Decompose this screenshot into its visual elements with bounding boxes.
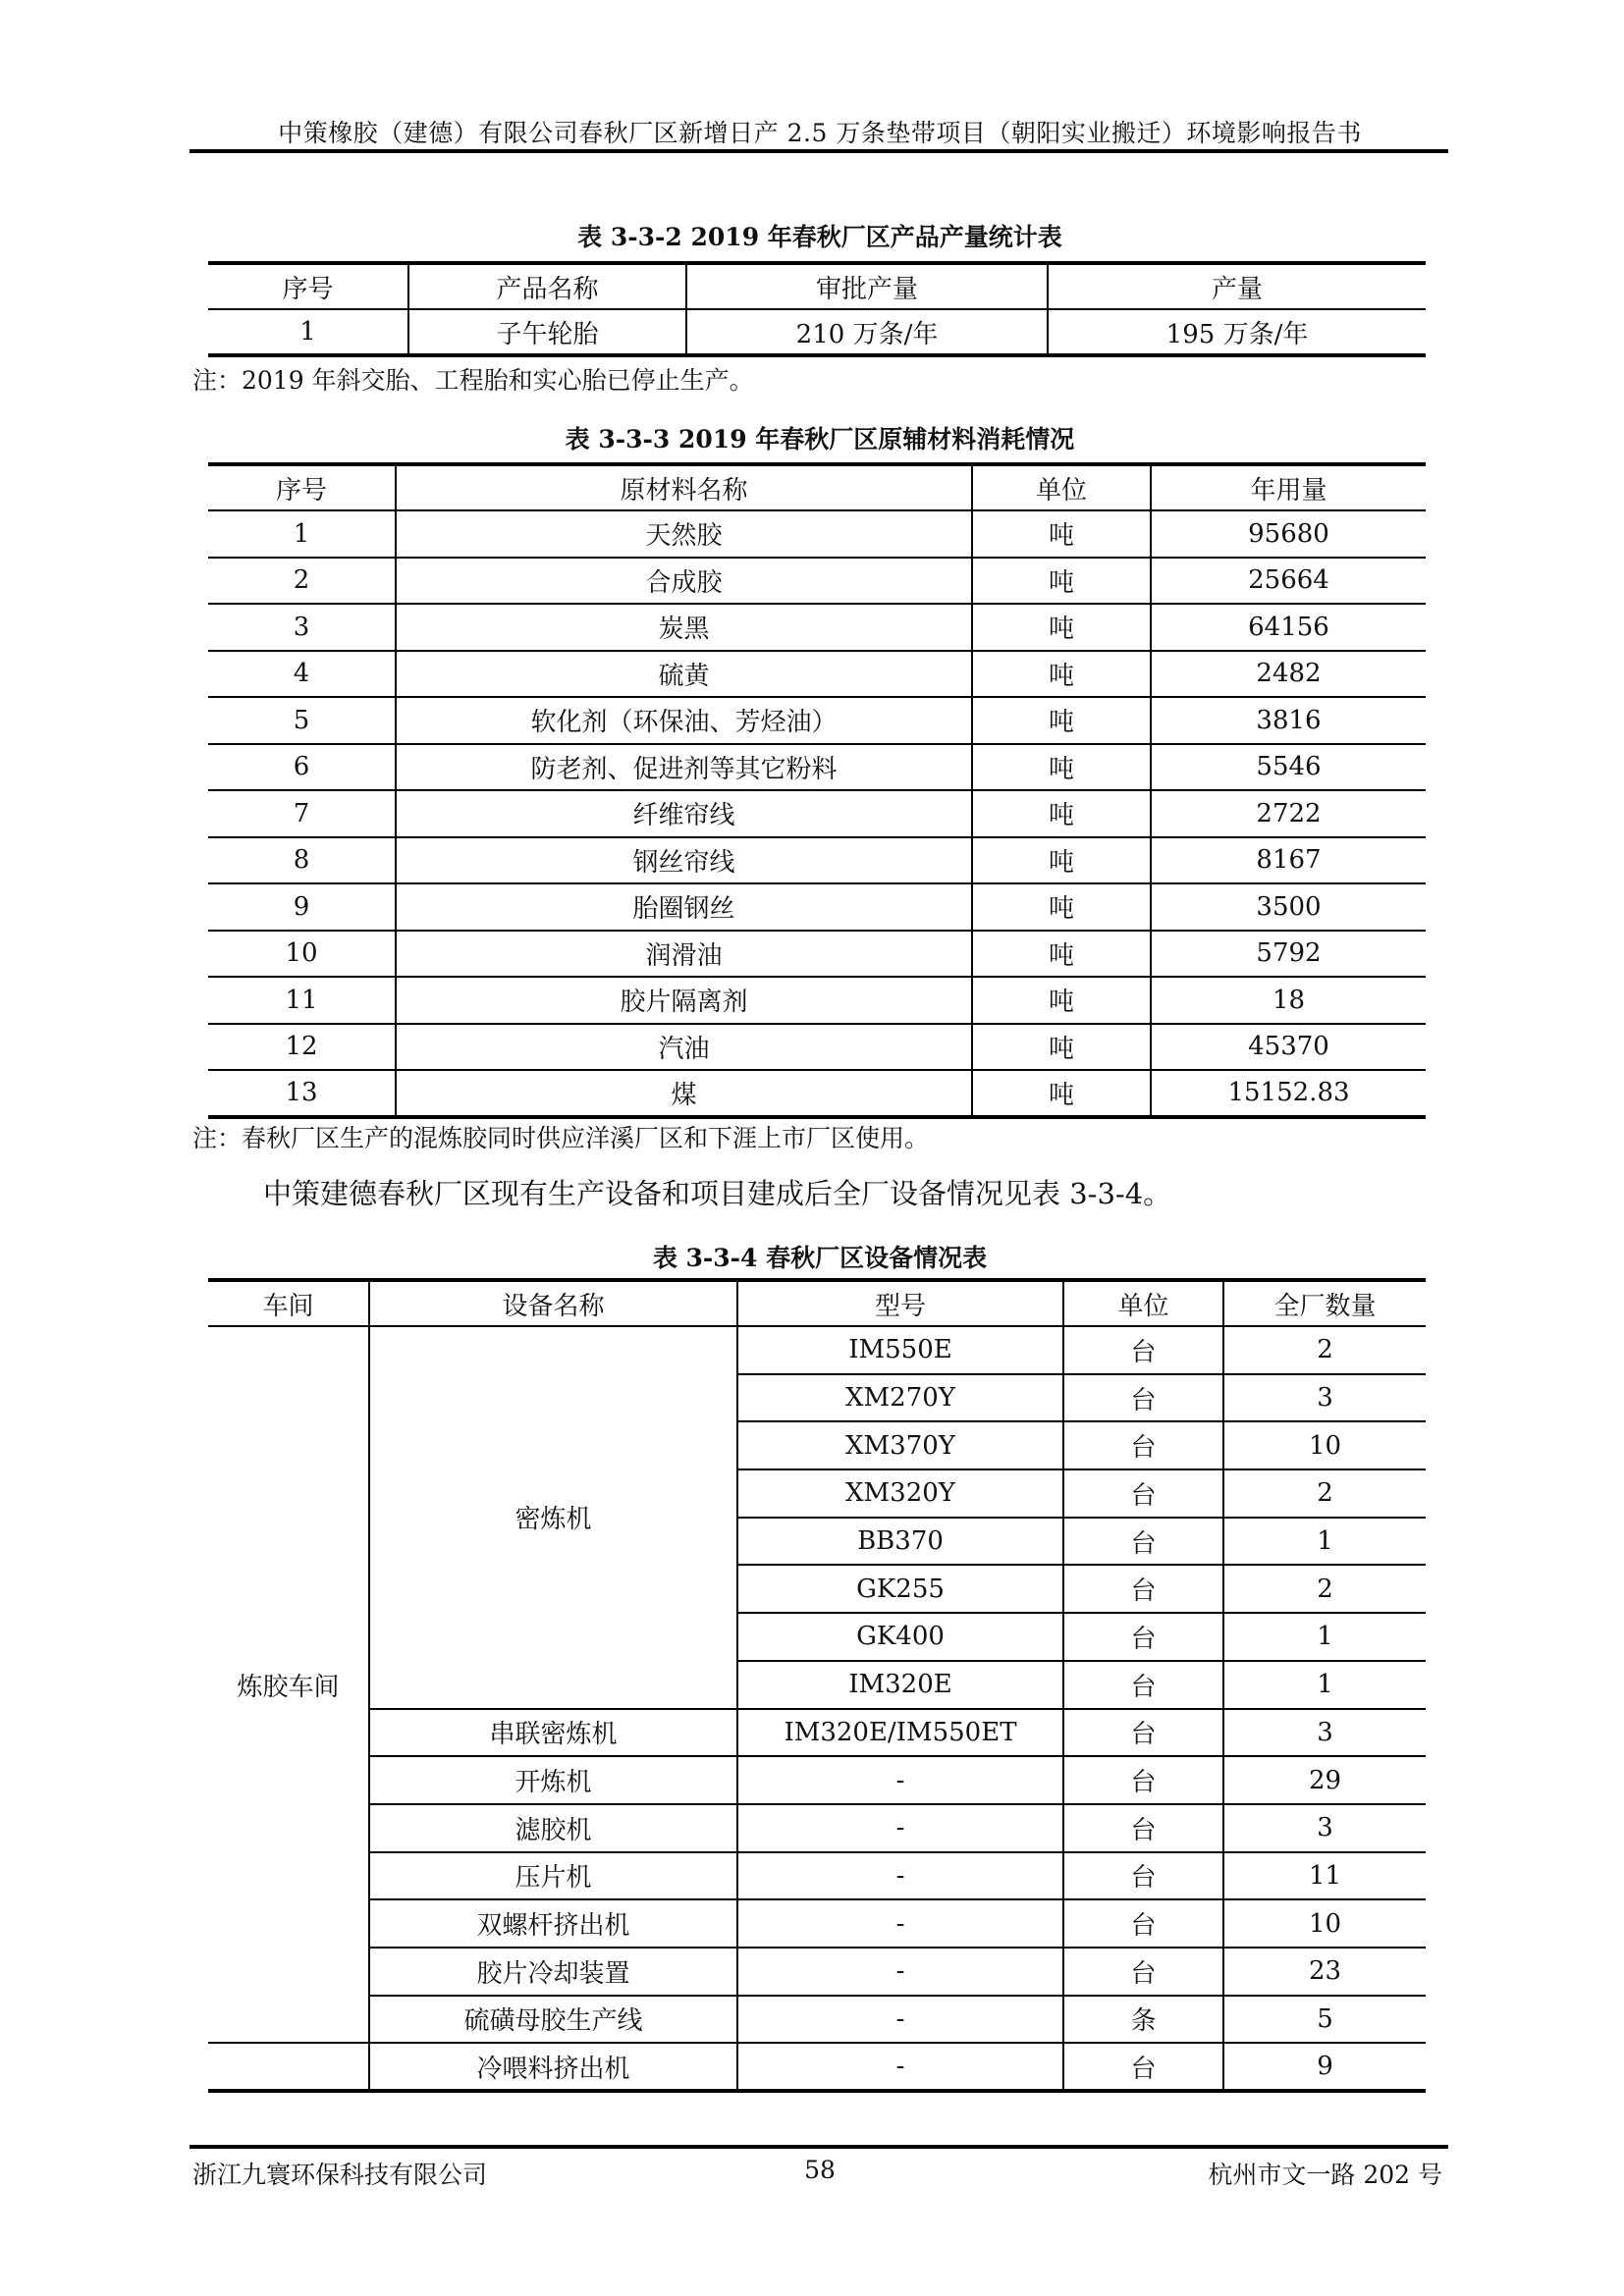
cell-material-name: 炭黑 bbox=[396, 604, 972, 651]
cell-material-name: 胶片隔离剂 bbox=[396, 977, 972, 1024]
cell-index: 11 bbox=[208, 977, 396, 1024]
cell-unit: 台 bbox=[1063, 1565, 1223, 1613]
cell-unit: 吨 bbox=[972, 837, 1151, 884]
cell-unit: 吨 bbox=[972, 1024, 1151, 1071]
cell-unit: 台 bbox=[1063, 1469, 1223, 1518]
cell-model: IM320E/IM550ET bbox=[737, 1709, 1063, 1757]
cell-unit: 台 bbox=[1063, 1661, 1223, 1709]
table-header-row bbox=[208, 464, 1426, 510]
cell-quantity: 2 bbox=[1223, 1326, 1426, 1374]
table-334-caption: 表 3-3-4 春秋厂区设备情况表 bbox=[652, 1244, 988, 1272]
cell-unit: 吨 bbox=[972, 697, 1151, 744]
table-row bbox=[208, 977, 1426, 1024]
cell-annual-usage: 2482 bbox=[1151, 651, 1426, 698]
table-row bbox=[208, 883, 1426, 931]
cell-index: 9 bbox=[208, 883, 396, 931]
cell-index: 3 bbox=[208, 604, 396, 651]
cell-equipment-name: 硫磺母胶生产线 bbox=[369, 1996, 737, 2044]
table-row bbox=[208, 651, 1426, 698]
cell-quantity: 23 bbox=[1223, 1948, 1426, 1996]
column-header: 原材料名称 bbox=[396, 464, 972, 510]
cell-quantity: 1 bbox=[1223, 1661, 1426, 1709]
table-332-caption: 表 3-3-2 2019 年春秋厂区产品产量统计表 bbox=[577, 223, 1062, 251]
table-row bbox=[208, 744, 1426, 791]
cell-unit: 吨 bbox=[972, 510, 1151, 558]
cell-quantity: 9 bbox=[1223, 2043, 1426, 2091]
cell-index: 13 bbox=[208, 1070, 396, 1117]
cell-quantity: 29 bbox=[1223, 1756, 1426, 1804]
cell-model: IM320E bbox=[737, 1661, 1063, 1709]
table-333-note: 注：春秋厂区生产的混炼胶同时供应洋溪厂区和下涯上市厂区使用。 bbox=[192, 1124, 930, 1152]
cell-model: - bbox=[737, 1804, 1063, 1852]
table-row bbox=[208, 1899, 1426, 1948]
cell-unit: 吨 bbox=[972, 977, 1151, 1024]
column-header: 序号 bbox=[208, 464, 396, 510]
cell-index: 12 bbox=[208, 1024, 396, 1071]
cell-unit: 条 bbox=[1063, 1996, 1223, 2044]
cell-unit: 台 bbox=[1063, 1613, 1223, 1661]
column-header: 产量 bbox=[1048, 263, 1426, 309]
table-row bbox=[208, 1948, 1426, 1996]
table-334 bbox=[208, 1278, 1426, 2093]
table-row bbox=[208, 697, 1426, 744]
column-header: 设备名称 bbox=[369, 1280, 737, 1326]
cell-model: GK400 bbox=[737, 1613, 1063, 1661]
cell-quantity: 10 bbox=[1223, 1421, 1426, 1469]
cell-model: IM550E bbox=[737, 1326, 1063, 1374]
cell-model: - bbox=[737, 1996, 1063, 2044]
cell-annual-usage: 45370 bbox=[1151, 1024, 1426, 1071]
cell-index: 6 bbox=[208, 744, 396, 791]
cell-workshop bbox=[208, 2043, 369, 2091]
cell-quantity: 1 bbox=[1223, 1613, 1426, 1661]
column-header: 型号 bbox=[737, 1280, 1063, 1326]
cell-index: 10 bbox=[208, 931, 396, 978]
table-row bbox=[208, 1996, 1426, 2044]
cell-equipment-name: 胶片冷却装置 bbox=[369, 1948, 737, 1996]
table-row bbox=[208, 931, 1426, 978]
table-332-note: 注：2019 年斜交胎、工程胎和实心胎已停止生产。 bbox=[192, 366, 754, 395]
footer-rule bbox=[189, 2145, 1448, 2149]
cell-quantity: 11 bbox=[1223, 1852, 1426, 1900]
cell-unit: 吨 bbox=[972, 1070, 1151, 1117]
table-row bbox=[208, 1326, 1426, 1374]
cell-unit: 台 bbox=[1063, 1709, 1223, 1757]
cell-material-name: 润滑油 bbox=[396, 931, 972, 978]
cell-model: - bbox=[737, 1948, 1063, 1996]
column-header: 产品名称 bbox=[408, 263, 686, 309]
table-row bbox=[208, 1070, 1426, 1117]
column-header: 单位 bbox=[1063, 1280, 1223, 1326]
cell-quantity: 5 bbox=[1223, 1996, 1426, 2044]
cell-index: 4 bbox=[208, 651, 396, 698]
cell-annual-usage: 3500 bbox=[1151, 883, 1426, 931]
header-rule bbox=[189, 149, 1448, 153]
cell-index: 2 bbox=[208, 558, 396, 605]
cell-annual-usage: 25664 bbox=[1151, 558, 1426, 605]
cell-quantity: 1 bbox=[1223, 1518, 1426, 1566]
table-row bbox=[208, 1709, 1426, 1757]
cell-annual-usage: 5546 bbox=[1151, 744, 1426, 791]
table-row bbox=[208, 558, 1426, 605]
cell-model: - bbox=[737, 1899, 1063, 1948]
cell-material-name: 钢丝帘线 bbox=[396, 837, 972, 884]
cell-unit: 台 bbox=[1063, 1899, 1223, 1948]
cell-model: XM320Y bbox=[737, 1469, 1063, 1518]
cell-unit: 吨 bbox=[972, 883, 1151, 931]
table-row bbox=[208, 1852, 1426, 1900]
cell-index: 7 bbox=[208, 790, 396, 837]
cell-equipment-name: 双螺杆挤出机 bbox=[369, 1899, 737, 1948]
cell-unit: 台 bbox=[1063, 1374, 1223, 1422]
cell-model: - bbox=[737, 2043, 1063, 2091]
cell-quantity: 10 bbox=[1223, 1899, 1426, 1948]
cell-workshop: 炼胶车间 bbox=[208, 1326, 369, 2043]
cell-index: 1 bbox=[208, 510, 396, 558]
cell-unit: 台 bbox=[1063, 1804, 1223, 1852]
cell-quantity: 2 bbox=[1223, 1565, 1426, 1613]
cell-material-name: 合成胶 bbox=[396, 558, 972, 605]
cell-material-name: 纤维帘线 bbox=[396, 790, 972, 837]
cell-unit: 吨 bbox=[972, 931, 1151, 978]
table-333-caption: 表 3-3-3 2019 年春秋厂区原辅材料消耗情况 bbox=[565, 425, 1075, 454]
cell-annual-usage: 15152.83 bbox=[1151, 1070, 1426, 1117]
cell-annual-usage: 5792 bbox=[1151, 931, 1426, 978]
table-row bbox=[208, 790, 1426, 837]
cell-unit: 台 bbox=[1063, 1852, 1223, 1900]
cell-index: 8 bbox=[208, 837, 396, 884]
cell-quantity: 3 bbox=[1223, 1709, 1426, 1757]
cell-unit: 台 bbox=[1063, 1756, 1223, 1804]
cell-product-name: 子午轮胎 bbox=[408, 309, 686, 355]
cell-model: XM370Y bbox=[737, 1421, 1063, 1469]
cell-annual-usage: 95680 bbox=[1151, 510, 1426, 558]
table-row bbox=[208, 1804, 1426, 1852]
cell-unit: 吨 bbox=[972, 651, 1151, 698]
cell-equipment-name: 开炼机 bbox=[369, 1756, 737, 1804]
table-header-row bbox=[208, 263, 1426, 309]
column-header: 单位 bbox=[972, 464, 1151, 510]
cell-quantity: 2 bbox=[1223, 1469, 1426, 1518]
cell-index: 5 bbox=[208, 697, 396, 744]
table-header-row bbox=[208, 1280, 1426, 1326]
table-row bbox=[208, 604, 1426, 651]
cell-annual-usage: 2722 bbox=[1151, 790, 1426, 837]
cell-annual-usage: 18 bbox=[1151, 977, 1426, 1024]
cell-model: GK255 bbox=[737, 1565, 1063, 1613]
cell-model: BB370 bbox=[737, 1518, 1063, 1566]
cell-equipment-name: 串联密炼机 bbox=[369, 1709, 737, 1757]
table-row bbox=[208, 510, 1426, 558]
cell-index: 1 bbox=[208, 309, 408, 355]
footer-company: 浙江九寰环保科技有限公司 bbox=[192, 2161, 488, 2189]
table-row bbox=[208, 309, 1426, 355]
cell-output: 195 万条/年 bbox=[1048, 309, 1426, 355]
cell-material-name: 天然胶 bbox=[396, 510, 972, 558]
column-header: 序号 bbox=[208, 263, 408, 309]
cell-model: - bbox=[737, 1852, 1063, 1900]
cell-material-name: 防老剂、促进剂等其它粉料 bbox=[396, 744, 972, 791]
cell-unit: 吨 bbox=[972, 744, 1151, 791]
cell-approved-output: 210 万条/年 bbox=[686, 309, 1048, 355]
cell-material-name: 煤 bbox=[396, 1070, 972, 1117]
document-header-title: 中策橡胶（建德）有限公司春秋厂区新增日产 2.5 万条垫带项目（朝阳实业搬迁）环境影响报告书 bbox=[278, 119, 1362, 147]
column-header: 年用量 bbox=[1151, 464, 1426, 510]
column-header: 全厂数量 bbox=[1223, 1280, 1426, 1326]
cell-unit: 台 bbox=[1063, 2043, 1223, 2091]
table-row bbox=[208, 1756, 1426, 1804]
table-332 bbox=[208, 261, 1426, 357]
cell-quantity: 3 bbox=[1223, 1374, 1426, 1422]
cell-unit: 台 bbox=[1063, 1948, 1223, 1996]
cell-equipment-name: 压片机 bbox=[369, 1852, 737, 1900]
page-number: 58 bbox=[804, 2156, 836, 2184]
cell-material-name: 硫黄 bbox=[396, 651, 972, 698]
cell-model: XM270Y bbox=[737, 1374, 1063, 1422]
body-paragraph: 中策建德春秋厂区现有生产设备和项目建成后全厂设备情况见表 3-3-4。 bbox=[263, 1177, 1172, 1210]
footer-address: 杭州市文一路 202 号 bbox=[1208, 2161, 1442, 2189]
cell-equipment-name: 密炼机 bbox=[369, 1326, 737, 1709]
cell-equipment-name: 滤胶机 bbox=[369, 1804, 737, 1852]
table-row bbox=[208, 837, 1426, 884]
cell-unit: 吨 bbox=[972, 558, 1151, 605]
cell-unit: 吨 bbox=[972, 604, 1151, 651]
table-333 bbox=[208, 462, 1426, 1119]
cell-material-name: 汽油 bbox=[396, 1024, 972, 1071]
cell-quantity: 3 bbox=[1223, 1804, 1426, 1852]
cell-model: - bbox=[737, 1756, 1063, 1804]
cell-material-name: 软化剂（环保油、芳烃油） bbox=[396, 697, 972, 744]
cell-annual-usage: 3816 bbox=[1151, 697, 1426, 744]
cell-annual-usage: 64156 bbox=[1151, 604, 1426, 651]
cell-annual-usage: 8167 bbox=[1151, 837, 1426, 884]
cell-unit: 吨 bbox=[972, 790, 1151, 837]
cell-unit: 台 bbox=[1063, 1326, 1223, 1374]
column-header: 车间 bbox=[208, 1280, 369, 1326]
cell-unit: 台 bbox=[1063, 1421, 1223, 1469]
table-row bbox=[208, 1024, 1426, 1071]
cell-equipment-name: 冷喂料挤出机 bbox=[369, 2043, 737, 2091]
cell-material-name: 胎圈钢丝 bbox=[396, 883, 972, 931]
table-row bbox=[208, 2043, 1426, 2091]
cell-unit: 台 bbox=[1063, 1518, 1223, 1566]
column-header: 审批产量 bbox=[686, 263, 1048, 309]
